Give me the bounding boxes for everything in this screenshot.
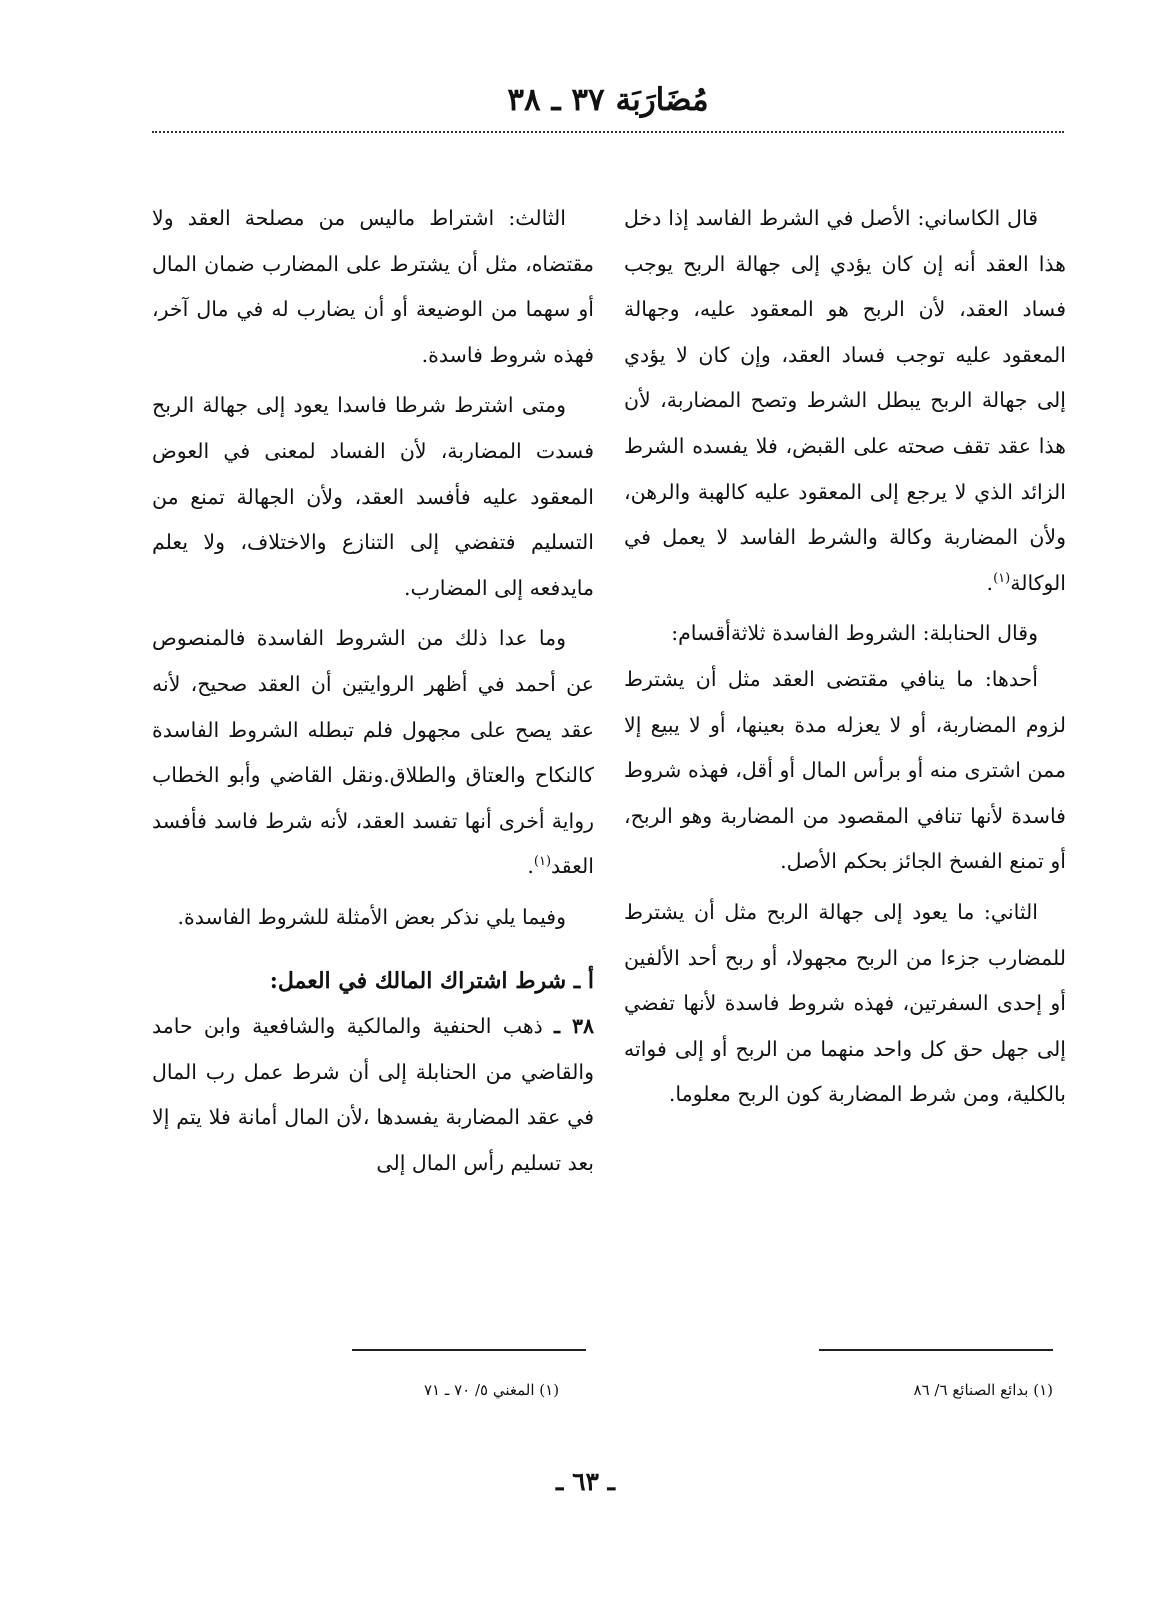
- paragraph: أحدها: ما ينافي مقتضى العقد مثل أن يشترط لزوم المضاربة، أو لا يعزله مدة بعينها، أو لا يبيع إلا ممن اشترى منه أو برأس المال أو أقل، فهذه شروط فاسدة لأنها تنافي المقصود من المضاربة وهو الربح، أو تمنع الفسخ الجائز بحكم الأصل.: [624, 666, 1066, 874]
- footnote-marker: (١): [533, 854, 552, 870]
- footnote-divider: [819, 1349, 1053, 1351]
- section-number: ٣٨ ـ: [554, 1014, 594, 1039]
- footnote-divider: [352, 1349, 586, 1351]
- paragraph: ومتى اشترط شرطا فاسدا يعود إلى جهالة الربح فسدت المضاربة، لأن الفساد لمعنى في العوض المعقود عليه فأفسد العقد، ولأن الجهالة تمنع من التسليم فتفضي إلى التنازع والاختلاف، ولا يعلم مايدفعه إلى المضارب.: [152, 393, 594, 600]
- paragraph: وقال الحنابلة: الشروط الفاسدة ثلاثةأقسام:: [671, 621, 1038, 646]
- paragraph: الثاني: ما يعود إلى جهالة الربح مثل أن يشترط للمضارب جزءا من الربح مجهولا، أو ربح أحد الألفين أو إحدى السفرتين، فهذه شروط فاسدة لأنها تفضي إلى جهل حق كل واحد منهما من الربح أو إلى فواته بالكلية، ومن شرط المضاربة كون الربح معلوما.: [624, 899, 1066, 1107]
- paragraph-text: ذهب الحنفية والمالكية والشافعية وابن حامد والقاضي من الحنابلة إلى أن شرط عمل رب المال في عقد المضاربة يفسدها ،لأن المال أمانة فلا يتم إلا بعد تسليم رأس المال إلى: [152, 1014, 594, 1175]
- section-heading: أ ـ شرط اشتراك المالك في العمل:: [269, 967, 594, 994]
- right-column: [624, 196, 1066, 1118]
- left-column: [152, 196, 594, 1186]
- paragraph: وما عدا ذلك من الشروط الفاسدة فالمنصوص عن أحمد في أظهر الروايتين أن العقد صحيح، لأنه عقد يصح على مجهول فلم تبطله الشروط الفاسدة كالنكاح والعتاق والطلاق.ونقل القاضي وأبو الخطاب رواية أخرى أنها تفسد العقد، لأنه شرط فاسد فأفسد العقد$^{(١)}$.: [152, 626, 594, 879]
- footnote-left: (١) المغني ٥/ ٧٠ ـ ٧١: [424, 1381, 560, 1399]
- paragraph-text: وفيما يلي نذكر بعض الأمثلة للشروط الفاسدة.: [177, 904, 566, 929]
- header-divider: [152, 131, 1064, 133]
- footnote-marker: (١): [993, 570, 1011, 586]
- page-title: مُضَارَبَة ٣٧ ـ ٣٨: [507, 82, 709, 118]
- paragraph-period: .: [986, 570, 994, 595]
- paragraph: [624, 196, 1066, 606]
- paragraph: الثالث: اشتراط ماليس من مصلحة العقد ولا مقتضاه، مثل أن يشترط على المضارب ضمان المال أو سهما من الوضيعة أو أن يضارب له في مال آخر، فهذه شروط فاسدة.: [152, 206, 594, 367]
- footnote-right: (١) بدائع الصنائع ٦/ ٨٦: [913, 1381, 1053, 1399]
- paragraph-period: .: [527, 854, 534, 879]
- paragraph: [152, 1004, 594, 1186]
- page-number: ـ ٦٣ ـ: [556, 1467, 615, 1496]
- paragraph-text: قال الكاساني: الأصل في الشرط الفاسد إذا دخل هذا العقد أنه إن كان يؤدي إلى جهالة الربح يوجب فساد العقد، لأن الربح هو المعقود عليه، وجهالة المعقود عليه توجب فساد العقد، وإن كان لا يؤدي إلى جهالة الربح يبطل الشرط وتصح المضاربة، لأن هذا عقد تقف صحته على القبض، فلا يفسده الشرط الزائد الذي لا يرجع إلى المعقود عليه كالهبة والرهن، ولأن المضاربة وكالة والشرط الفاسد لا يعمل في الوكالة: [624, 206, 1066, 595]
- paragraph: [152, 895, 594, 941]
